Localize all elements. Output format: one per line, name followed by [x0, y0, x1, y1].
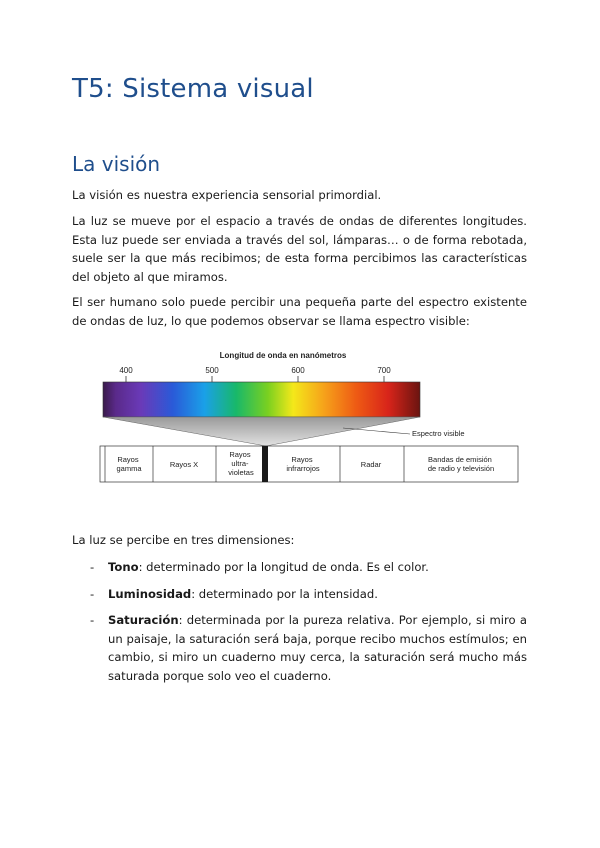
list-text: : determinada por la pureza relativa. Por ejemplo, si miro a un paisaje, la saturación será baja, porque recibo muchos estímulos; en cambio, si miro un cuaderno muy cerca, la saturación será mucho más saturada porque solo veo el cuaderno.: [108, 613, 527, 683]
list-item: [90, 558, 527, 577]
band-radar: Radar: [360, 460, 382, 469]
wavelength-ticks: [119, 366, 391, 375]
tick-label: 700: [377, 366, 391, 375]
list-item: [90, 611, 527, 685]
list-term: Luminosidad: [108, 586, 192, 601]
tick-label: 600: [291, 366, 305, 375]
band-infrared: Rayos infrarrojos: [286, 455, 320, 473]
list-text: : determinado por la longitud de onda. Es el color.: [138, 560, 429, 574]
band-radio-tv: Bandas de emisión de radio y televisión: [427, 455, 495, 473]
section-title: La visión: [72, 152, 161, 176]
dash-bullet: -: [90, 586, 95, 601]
paragraph-light: La luz se mueve por el espacio a través de ondas de diferentes longitudes. Esta luz puede ser enviada a través del sol, lámparas… o de forma rebotada, suele ser la que más recibimos; de esta forma percibimos las características del objeto al que miramos.: [72, 214, 527, 284]
tick-label: 500: [205, 366, 219, 375]
spectrum-heading: Longitud de onda en nanómetros: [219, 351, 347, 360]
paragraph-dimensions: La luz se percibe en tres dimensiones:: [72, 533, 295, 547]
list-text: : determinado por la intensidad.: [191, 586, 378, 601]
visible-spectrum-bar: [103, 382, 420, 417]
spectrum-cone: [103, 417, 420, 446]
list-term: Saturación: [108, 613, 179, 627]
dash-bullet: -: [90, 560, 95, 574]
spectrum-figure: [98, 345, 523, 490]
band-ultraviolet: Rayos ultra- violetas: [228, 450, 254, 477]
band-x-rays: Rayos X: [169, 460, 199, 469]
tick-label: 400: [119, 366, 133, 375]
list-term: Tono: [108, 560, 139, 574]
dash-bullet: -: [90, 613, 95, 627]
page-title: T5: Sistema visual: [72, 74, 314, 104]
dimensions-list: [90, 558, 527, 693]
paragraph-intro: La visión es nuestra experiencia sensorial primordial.: [72, 188, 382, 202]
list-item: [90, 585, 527, 604]
visible-spectrum-label: Espectro visible: [412, 429, 465, 438]
band-gamma: Rayos gamma: [116, 455, 142, 473]
paragraph-spectrum: El ser humano solo puede percibir una pequeña parte del espectro existente de ondas de luz, lo que podemos observar se llama espectro visible:: [72, 295, 527, 328]
